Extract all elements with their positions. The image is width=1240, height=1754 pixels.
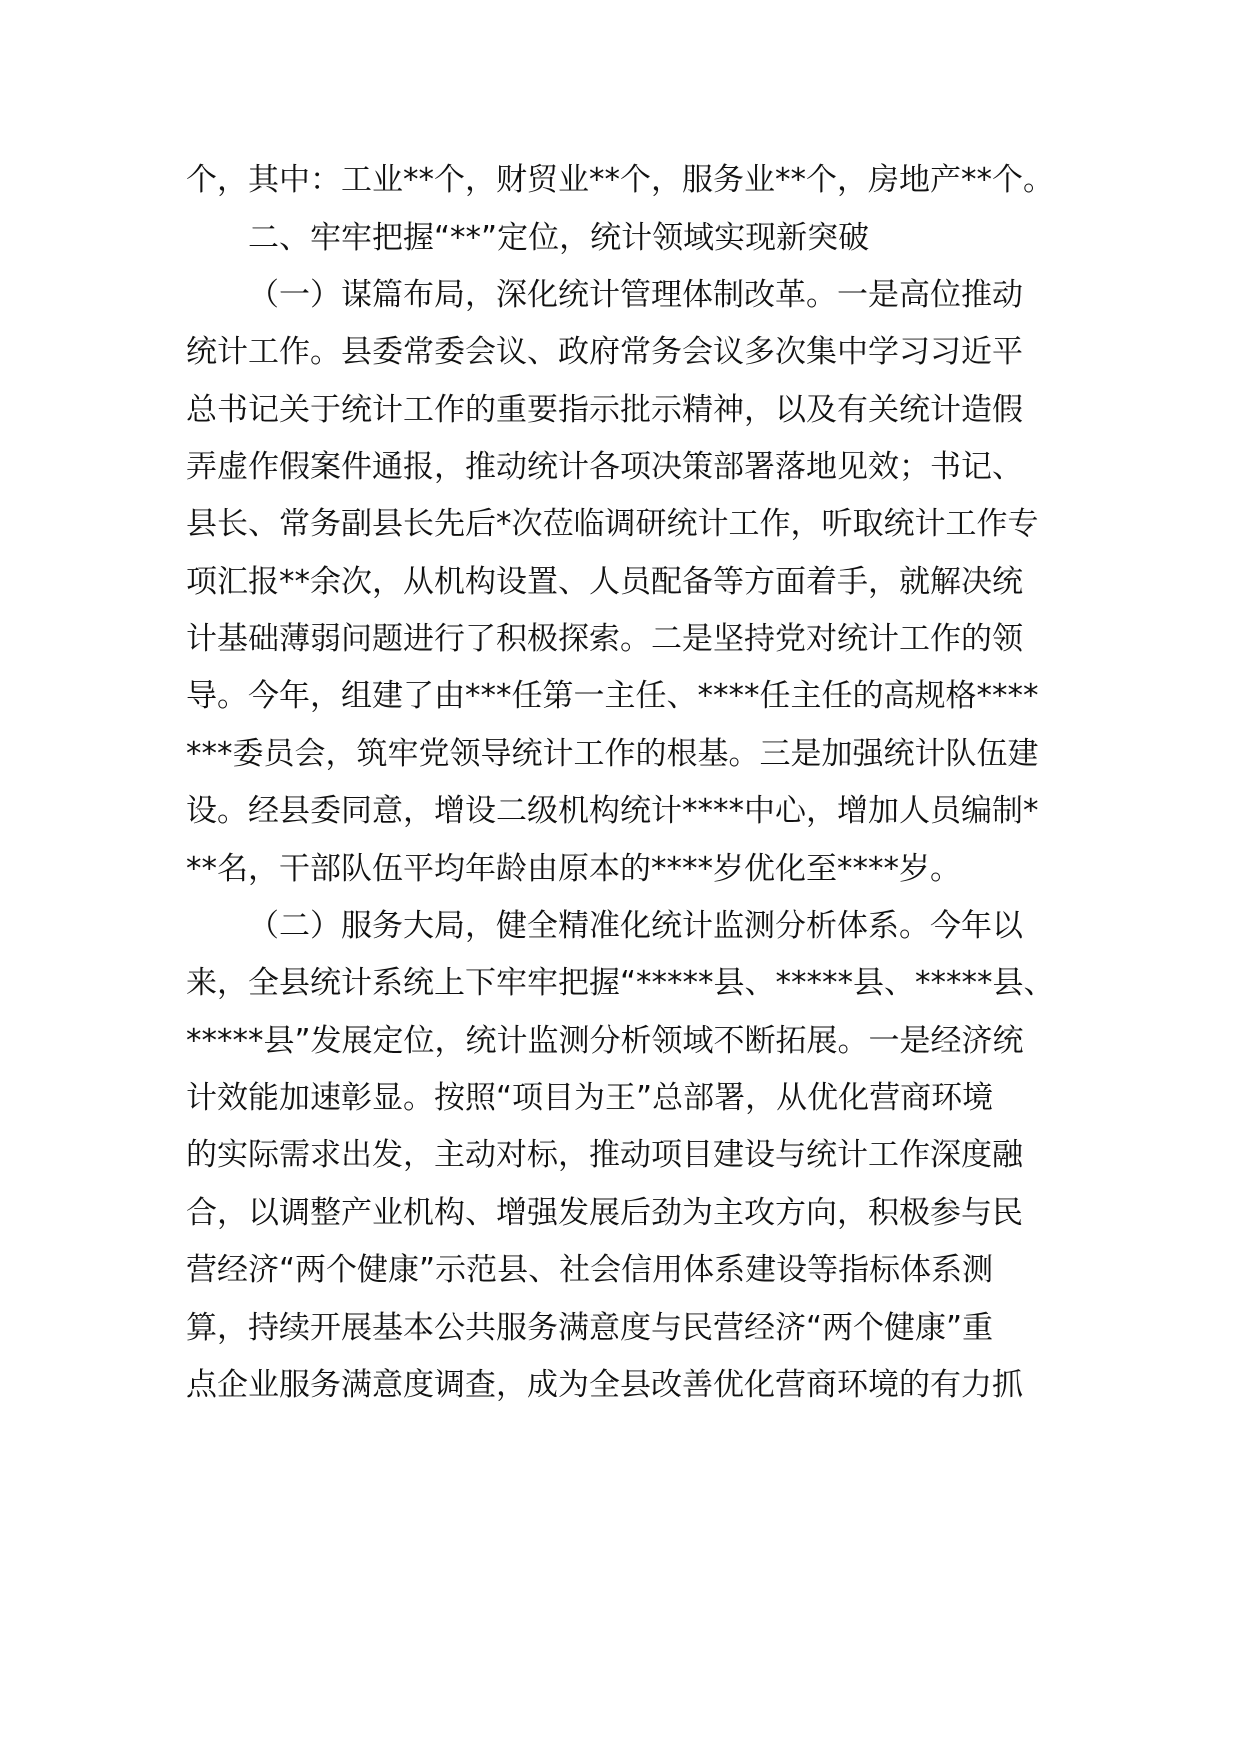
text-line-12: 设。经县委同意，增设二级机构统计****中心，增加人员编制* <box>186 793 1039 829</box>
text-line-17: 计效能加速彰显。按照“项目为王”总部署，从优化营商环境 <box>186 1080 994 1116</box>
text-line-19: 合，以调整产业机构、增强发展后劲为主攻方向，积极参与民 <box>186 1195 1023 1231</box>
text-line-11: ***委员会，筑牢党领导统计工作的根基。三是加强统计队伍建 <box>186 736 1039 772</box>
subsection-heading-2: （二）服务大局，健全精准化统计监测分析体系。今年以 <box>248 908 1023 944</box>
text-line-1: 个，其中：工业**个，财贸业**个，服务业**个，房地产**个。 <box>186 162 1054 198</box>
text-line-7: 县长、常务副县长先后*次莅临调研统计工作，听取统计工作专 <box>186 506 1039 542</box>
text-line-13: **名，干部队伍平均年龄由原本的****岁优化至****岁。 <box>186 851 961 887</box>
section-heading-2: 二、牢牢把握“**”定位，统计领域实现新突破 <box>248 220 870 256</box>
text-line-4: 统计工作。县委常委会议、政府常务会议多次集中学习习近平 <box>186 334 1023 370</box>
text-line-15: 来，全县统计系统上下牢牢把握“*****县、*****县、*****县、 <box>186 965 1055 1001</box>
text-line-22: 点企业服务满意度调查，成为全县改善优化营商环境的有力抓 <box>186 1367 1023 1403</box>
text-line-20: 营经济“两个健康”示范县、社会信用体系建设等指标体系测 <box>186 1252 994 1288</box>
text-line-16: *****县”发展定位，统计监测分析领域不断拓展。一是经济统 <box>186 1023 1024 1059</box>
text-line-5: 总书记关于统计工作的重要指示批示精神，以及有关统计造假 <box>186 392 1023 428</box>
subsection-heading-1: （一）谋篇布局，深化统计管理体制改革。一是高位推动 <box>248 277 1023 313</box>
text-line-8: 项汇报**余次，从机构设置、人员配备等方面着手，就解决统 <box>186 564 1023 600</box>
text-line-9: 计基础薄弱问题进行了积极探索。二是坚持党对统计工作的领 <box>186 621 1023 657</box>
text-line-6: 弄虚作假案件通报，推动统计各项决策部署落地见效；书记、 <box>186 449 1023 485</box>
text-line-18: 的实际需求出发，主动对标，推动项目建设与统计工作深度融 <box>186 1137 1023 1173</box>
text-line-21: 算，持续开展基本公共服务满意度与民营经济“两个健康”重 <box>186 1310 994 1346</box>
text-line-10: 导。今年，组建了由***任第一主任、****任主任的高规格**** <box>186 678 1039 714</box>
